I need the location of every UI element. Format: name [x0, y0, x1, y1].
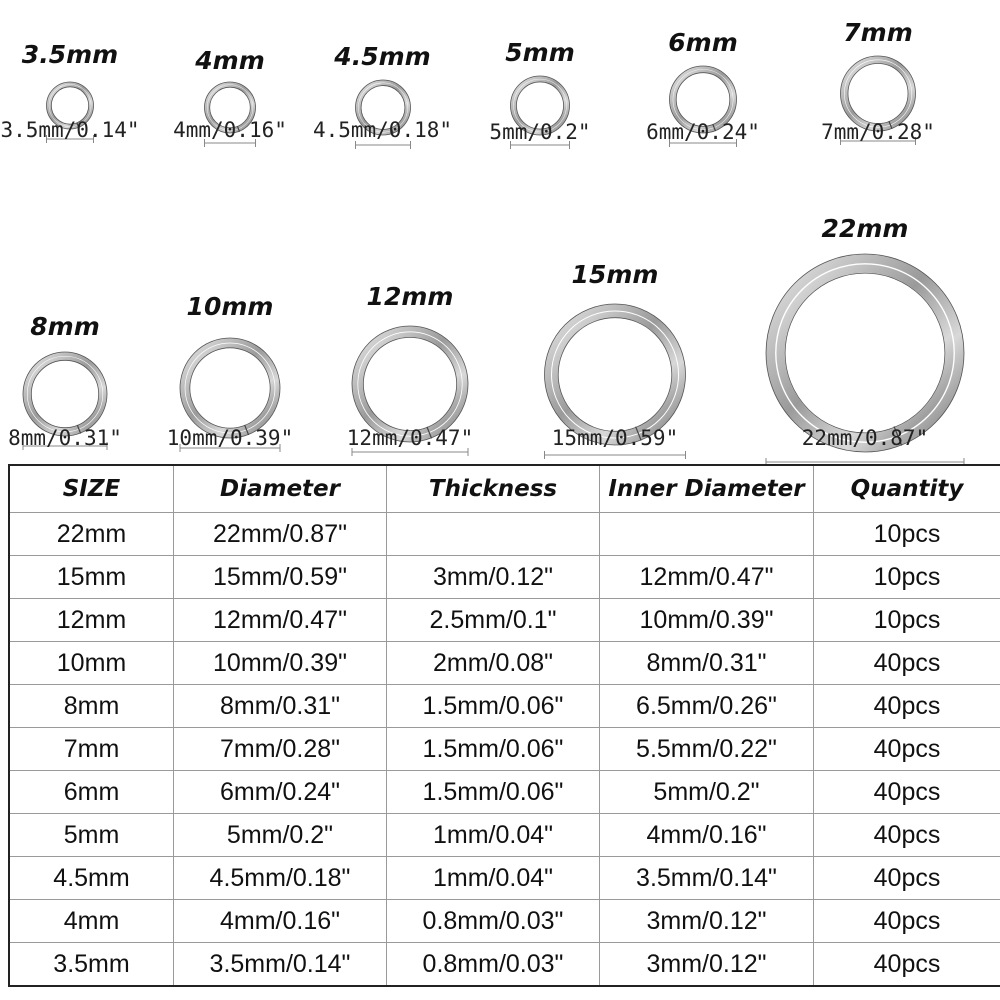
ring-outer-coil — [25, 354, 105, 434]
ring-size-caption: 22mm/0.87" — [801, 426, 929, 450]
table-row — [9, 513, 1000, 556]
ring-size-title: 8mm — [30, 312, 100, 341]
ring-size-caption: 6mm/0.24" — [646, 120, 760, 144]
cell-thickness: 2mm/0.08" — [387, 642, 600, 685]
cell-size: 10mm — [9, 642, 174, 685]
ring-inner-coil — [29, 358, 100, 429]
cell-inner-diameter: 10mm/0.39" — [600, 599, 814, 642]
cell-inner-diameter: 5.5mm/0.22" — [600, 728, 814, 771]
spec-table — [8, 464, 1000, 987]
cell-quantity: 40pcs — [814, 771, 1000, 814]
ring-size-caption: 5mm/0.2" — [489, 120, 591, 144]
cell-quantity: 10pcs — [814, 556, 1000, 599]
ring-inner-coil — [187, 345, 272, 430]
cell-diameter: 7mm/0.28" — [174, 728, 387, 771]
cell-size: 4mm — [9, 900, 174, 943]
cell-diameter: 6mm/0.24" — [174, 771, 387, 814]
cell-size: 12mm — [9, 599, 174, 642]
cell-quantity: 40pcs — [814, 857, 1000, 900]
ring-inner-coil — [555, 314, 675, 434]
cell-inner-diameter: 4mm/0.16" — [600, 814, 814, 857]
cell-size: 15mm — [9, 556, 174, 599]
cell-diameter: 4.5mm/0.18" — [174, 857, 387, 900]
cell-quantity: 40pcs — [814, 814, 1000, 857]
table-header-row — [9, 465, 1000, 513]
cell-diameter: 5mm/0.2" — [174, 814, 387, 857]
cell-thickness: 0.8mm/0.03" — [387, 900, 600, 943]
table-row — [9, 771, 1000, 814]
ring-item-15mm — [530, 260, 700, 457]
cell-size: 7mm — [9, 728, 174, 771]
cell-diameter: 8mm/0.31" — [174, 685, 387, 728]
cell-size: 22mm — [9, 513, 174, 556]
cell-diameter: 10mm/0.39" — [174, 642, 387, 685]
cell-thickness: 0.8mm/0.03" — [387, 943, 600, 987]
header-inner-diameter: Inner Diameter — [600, 465, 814, 513]
ring-size-title: 7mm — [843, 18, 913, 47]
ring-inner-edge — [558, 318, 672, 432]
ring-outer-coil — [771, 259, 960, 448]
ring-outer-coil — [355, 329, 466, 440]
cell-inner-diameter: 3mm/0.12" — [600, 900, 814, 943]
cell-thickness: 1.5mm/0.06" — [387, 771, 600, 814]
cell-quantity: 40pcs — [814, 642, 1000, 685]
cell-size: 4.5mm — [9, 857, 174, 900]
cell-diameter: 4mm/0.16" — [174, 900, 387, 943]
cell-quantity: 40pcs — [814, 900, 1000, 943]
header-size: SIZE — [9, 465, 174, 513]
ring-item-10mm — [150, 292, 310, 457]
ring-inner-edge — [785, 273, 945, 433]
cell-quantity: 40pcs — [814, 943, 1000, 987]
ring-inner-edge — [31, 360, 98, 427]
table-row — [9, 857, 1000, 900]
ring-inner-coil — [781, 269, 950, 438]
ring-inner-edge — [676, 73, 730, 127]
cell-diameter: 22mm/0.87" — [174, 513, 387, 556]
ring-size-title: 10mm — [186, 292, 274, 321]
ring-size-caption: 10mm/0.39" — [166, 426, 294, 450]
cell-thickness: 1.5mm/0.06" — [387, 685, 600, 728]
ring-outer-coil — [842, 58, 913, 129]
cell-thickness — [387, 513, 600, 556]
ring-item-4-5mm — [310, 40, 455, 150]
table-row — [9, 685, 1000, 728]
cell-thickness: 1.5mm/0.06" — [387, 728, 600, 771]
cell-diameter: 15mm/0.59" — [174, 556, 387, 599]
ring-size-caption: 8mm/0.31" — [8, 426, 122, 450]
cell-inner-diameter: 6.5mm/0.26" — [600, 685, 814, 728]
ring-size-caption: 7mm/0.28" — [821, 120, 935, 144]
header-thickness: Thickness — [387, 465, 600, 513]
cell-diameter: 12mm/0.47" — [174, 599, 387, 642]
cell-inner-diameter — [600, 513, 814, 556]
ring-item-6mm — [633, 28, 773, 153]
cell-thickness: 1mm/0.04" — [387, 857, 600, 900]
ring-size-caption: 3.5mm/0.14" — [0, 118, 140, 142]
cell-quantity: 10pcs — [814, 513, 1000, 556]
ring-size-title: 4.5mm — [334, 42, 431, 71]
cell-diameter: 3.5mm/0.14" — [174, 943, 387, 987]
ring-item-22mm — [760, 214, 970, 457]
ring-inner-edge — [190, 348, 270, 428]
ring-size-title: 6mm — [668, 28, 738, 57]
ring-item-7mm — [808, 18, 948, 153]
ring-item-5mm — [470, 40, 610, 150]
ring-inner-edge — [848, 63, 908, 123]
ring-outer-coil — [548, 307, 682, 441]
cell-quantity: 40pcs — [814, 728, 1000, 771]
cell-quantity: 40pcs — [814, 685, 1000, 728]
ring-size-title: 15mm — [571, 260, 659, 289]
ring-item-3-5mm — [0, 40, 140, 150]
ring-size-caption: 4mm/0.16" — [173, 118, 287, 142]
ring-item-8mm — [0, 312, 130, 457]
cell-quantity: 10pcs — [814, 599, 1000, 642]
cell-thickness: 3mm/0.12" — [387, 556, 600, 599]
cell-inner-diameter: 5mm/0.2" — [600, 771, 814, 814]
ring-inner-coil — [846, 62, 910, 126]
cell-size: 5mm — [9, 814, 174, 857]
header-quantity: Quantity — [814, 465, 1000, 513]
table-row — [9, 814, 1000, 857]
ring-size-title: 22mm — [821, 214, 909, 243]
cell-inner-diameter: 8mm/0.31" — [600, 642, 814, 685]
cell-size: 6mm — [9, 771, 174, 814]
cell-thickness: 1mm/0.04" — [387, 814, 600, 857]
cell-thickness: 2.5mm/0.1" — [387, 599, 600, 642]
ring-inner-edge — [363, 337, 456, 430]
ring-size-title: 4mm — [195, 46, 265, 75]
cell-size: 8mm — [9, 685, 174, 728]
ring-item-4mm — [160, 40, 300, 150]
table-row — [9, 599, 1000, 642]
cell-inner-diameter: 3.5mm/0.14" — [600, 857, 814, 900]
table-row — [9, 642, 1000, 685]
ring-size-caption: 4.5mm/0.18" — [312, 118, 453, 142]
ring-item-12mm — [330, 282, 490, 457]
ring-size-title: 5mm — [505, 38, 575, 67]
ring-size-caption: 12mm/0.47" — [346, 426, 474, 450]
ring-inner-coil — [361, 335, 460, 434]
table-row — [9, 728, 1000, 771]
header-diameter: Diameter — [174, 465, 387, 513]
cell-inner-diameter: 12mm/0.47" — [600, 556, 814, 599]
table-row — [9, 943, 1000, 987]
spec-table-body — [9, 513, 1000, 987]
table-row — [9, 900, 1000, 943]
ring-outer-coil — [182, 340, 277, 435]
ring-size-title: 3.5mm — [21, 40, 119, 69]
ring-size-title: 12mm — [366, 282, 454, 311]
ring-size-caption: 15mm/0.59" — [551, 426, 679, 450]
cell-size: 3.5mm — [9, 943, 174, 987]
cell-inner-diameter: 3mm/0.12" — [600, 943, 814, 987]
table-row — [9, 556, 1000, 599]
